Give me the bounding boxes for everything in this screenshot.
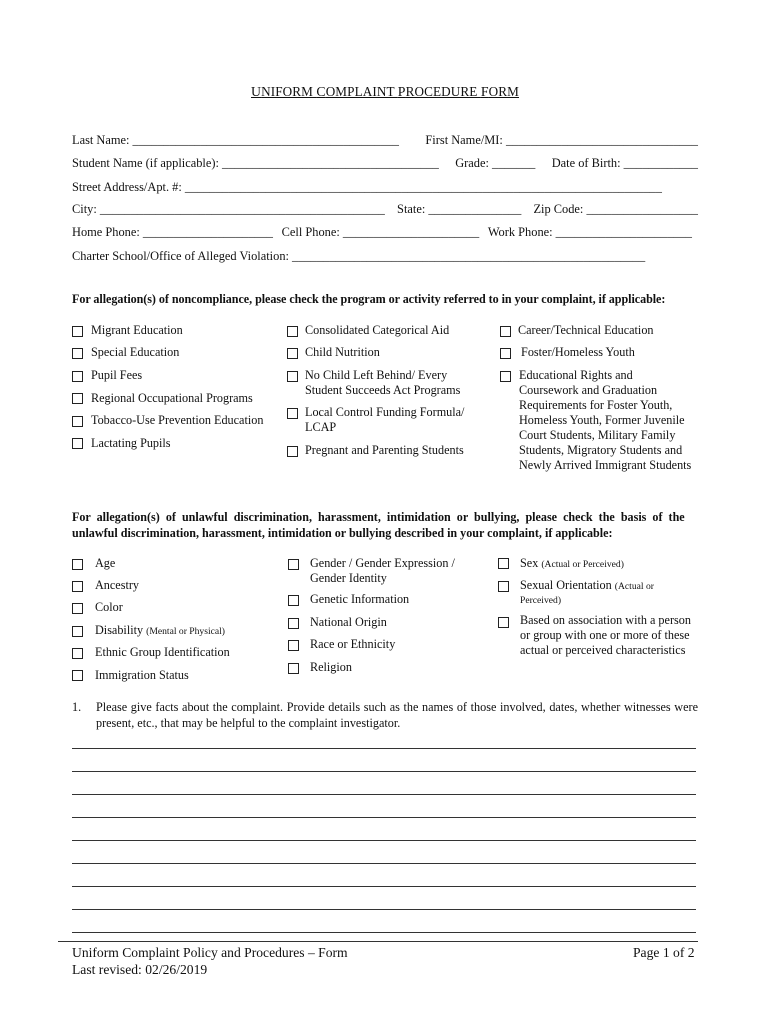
checkbox-age[interactable] <box>72 559 83 570</box>
title-letter: U <box>251 84 262 99</box>
option-label <box>520 556 624 572</box>
grade-field[interactable]: Grade: _______ <box>455 156 536 170</box>
question-1 <box>72 699 698 731</box>
orientation-label: Sexual Orientation <box>520 578 615 592</box>
option-label: Coursework and Graduation <box>519 383 658 397</box>
city-field[interactable]: City: ______________________________________________ <box>72 202 385 216</box>
noncompliance-heading: For allegation(s) of noncompliance, please check the program or activity referred to in your complaint, if applicable: <box>72 292 666 306</box>
option-label: National Origin <box>310 615 387 629</box>
work-phone-field[interactable]: Work Phone: ______________________ <box>487 225 692 239</box>
checkbox-association[interactable] <box>498 617 509 628</box>
checkbox-foster-homeless[interactable] <box>500 348 511 359</box>
option-label: Religion <box>310 660 352 674</box>
answer-line[interactable] <box>72 840 696 841</box>
option-label: Pregnant and Parenting Students <box>305 443 464 457</box>
answer-line[interactable] <box>72 932 696 933</box>
option-label <box>95 623 225 639</box>
option-label: Students, Migratory Students and <box>519 443 683 457</box>
checkbox-consolidated-categorical[interactable] <box>287 326 298 337</box>
answer-line[interactable] <box>72 748 696 749</box>
footer-revised-date: Last revised: 02/26/2019 <box>72 962 208 977</box>
title-letter: F <box>480 84 489 99</box>
option-label: Regional Occupational Programs <box>91 391 253 405</box>
checkbox-disability[interactable] <box>72 626 83 637</box>
title-letter: C <box>316 84 326 99</box>
option-label: Migrant Education <box>91 323 183 337</box>
checkbox-migrant-education[interactable] <box>72 326 83 337</box>
checkbox-ethnic-group[interactable] <box>72 648 83 659</box>
first-name-field[interactable]: First Name/MI: _______________________________ <box>425 133 698 147</box>
answer-line[interactable] <box>72 817 696 818</box>
option-label: Tobacco-Use Prevention Education <box>91 413 264 427</box>
option-label: No Child Left Behind/ Every <box>305 368 448 382</box>
question-number: 1. <box>72 700 82 714</box>
checkbox-no-child-left-behind[interactable] <box>287 371 298 382</box>
option-label: Consolidated Categorical Aid <box>305 323 450 337</box>
option-label: Court Students, Military Family <box>519 428 676 442</box>
option-label: Student Succeeds Act Programs <box>305 383 461 397</box>
option-label: Based on association with a person <box>520 613 691 627</box>
sex-note: (Actual or Perceived) <box>541 559 624 570</box>
checkbox-national-origin[interactable] <box>288 618 299 629</box>
answer-line[interactable] <box>72 909 696 910</box>
option-label: Educational Rights and <box>519 368 633 382</box>
checkbox-ancestry[interactable] <box>72 581 83 592</box>
checkbox-color[interactable] <box>72 603 83 614</box>
checkbox-religion[interactable] <box>288 663 299 674</box>
answer-line[interactable] <box>72 886 696 887</box>
disability-label: Disability <box>95 623 147 637</box>
checkbox-educational-rights[interactable] <box>500 371 511 382</box>
checkbox-immigration-status[interactable] <box>72 670 83 681</box>
option-label: Gender / Gender Expression / <box>310 556 455 570</box>
option-label: Age <box>95 556 116 570</box>
option-label: Homeless Youth, Former Juvenile <box>519 413 685 427</box>
discrimination-heading-line2: unlawful discrimination, harassment, intimidation or bullying described in your complaint, if applicable: <box>72 526 613 540</box>
title-letter: P <box>397 84 406 99</box>
student-name-field[interactable]: Student Name (if applicable): ___________________________________ <box>72 156 439 170</box>
sex-label: Sex <box>520 556 542 570</box>
option-label: or group with one or more of these <box>520 628 690 642</box>
option-label: Ancestry <box>95 578 139 592</box>
last-name-field[interactable]: Last Name: ___________________________________________ <box>72 133 399 147</box>
option-label: Color <box>95 600 123 614</box>
checkbox-pupil-fees[interactable] <box>72 371 83 382</box>
checkbox-sex[interactable] <box>498 558 509 569</box>
footer-title: Uniform Complaint Policy and Procedures – Form <box>72 945 348 960</box>
zip-code-field[interactable]: Zip Code: __________________ <box>533 202 698 216</box>
checkbox-gender[interactable] <box>288 559 299 570</box>
checkbox-pregnant-parenting[interactable] <box>287 446 298 457</box>
answer-line[interactable] <box>72 771 696 772</box>
checkbox-career-technical[interactable] <box>500 326 511 337</box>
checkbox-tobacco-use[interactable] <box>72 416 83 427</box>
option-label: Child Nutrition <box>305 345 380 359</box>
answer-line[interactable] <box>72 794 696 795</box>
checkbox-genetic-information[interactable] <box>288 595 299 606</box>
title-word: NIFORM <box>261 84 317 99</box>
option-label: Race or Ethnicity <box>310 637 396 651</box>
question-text: Please give facts about the complaint. Provide details such as the names of those involved, dates, whether witnesses were present, etc., that may be helpful to the complaint investigator. <box>96 700 698 730</box>
checkbox-regional-occupational[interactable] <box>72 393 83 404</box>
option-label: Career/Technical Education <box>518 323 654 337</box>
option-label <box>520 578 654 594</box>
option-label: Immigration Status <box>95 668 189 682</box>
footer-divider <box>58 941 698 942</box>
city-row <box>72 202 698 217</box>
street-address-field[interactable]: Street Address/Apt. #: _____________________________________________________________________________ <box>72 180 662 194</box>
discrimination-heading-line1: For allegation(s) of unlawful discrimination, harassment, intimidation or bullying, please check the basis of the <box>72 510 685 524</box>
option-label: Ethnic Group Identification <box>95 645 230 659</box>
option-label: Foster/Homeless Youth <box>518 345 635 359</box>
page-number: Page 1 of 2 <box>633 945 695 960</box>
title-word: OMPLAINT <box>325 84 398 99</box>
state-field[interactable]: State: _______________ <box>397 202 522 216</box>
charter-school-field[interactable]: Charter School/Office of Alleged Violation: _________________________________________________________ <box>72 249 646 263</box>
option-label: LCAP <box>305 420 337 434</box>
disability-note: (Mental or Physical) <box>146 626 225 637</box>
title-word: ROCEDURE <box>405 84 481 99</box>
orientation-note: (Actual or <box>614 581 654 592</box>
checkbox-sexual-orientation[interactable] <box>498 581 509 592</box>
option-label: Local Control Funding Formula/ <box>305 405 465 419</box>
answer-line[interactable] <box>72 863 696 864</box>
option-label: Pupil Fees <box>91 368 143 382</box>
form-title <box>0 84 770 100</box>
option-label: Special Education <box>91 345 180 359</box>
home-phone-field[interactable]: Home Phone: _____________________ <box>72 225 273 239</box>
phone-row <box>72 225 692 240</box>
checkbox-lcff[interactable] <box>287 408 298 419</box>
title-word: ORM <box>488 84 519 99</box>
checkbox-race-ethnicity[interactable] <box>288 640 299 651</box>
option-label: Lactating Pupils <box>91 436 171 450</box>
date-of-birth-field[interactable]: Date of Birth: ____________ <box>551 156 698 170</box>
option-label: Gender Identity <box>310 571 387 585</box>
cell-phone-field[interactable]: Cell Phone: ______________________ <box>281 225 480 239</box>
checkbox-lactating-pupils[interactable] <box>72 438 83 449</box>
option-label: Requirements for Foster Youth, <box>519 398 673 412</box>
orientation-note: Perceived) <box>520 595 562 606</box>
option-label: actual or perceived characteristics <box>520 643 686 657</box>
checkbox-special-education[interactable] <box>72 348 83 359</box>
option-label: Newly Arrived Immigrant Students <box>519 458 692 472</box>
name-row <box>72 133 698 148</box>
student-row <box>72 156 698 171</box>
option-label: Genetic Information <box>310 592 410 606</box>
checkbox-child-nutrition[interactable] <box>287 348 298 359</box>
